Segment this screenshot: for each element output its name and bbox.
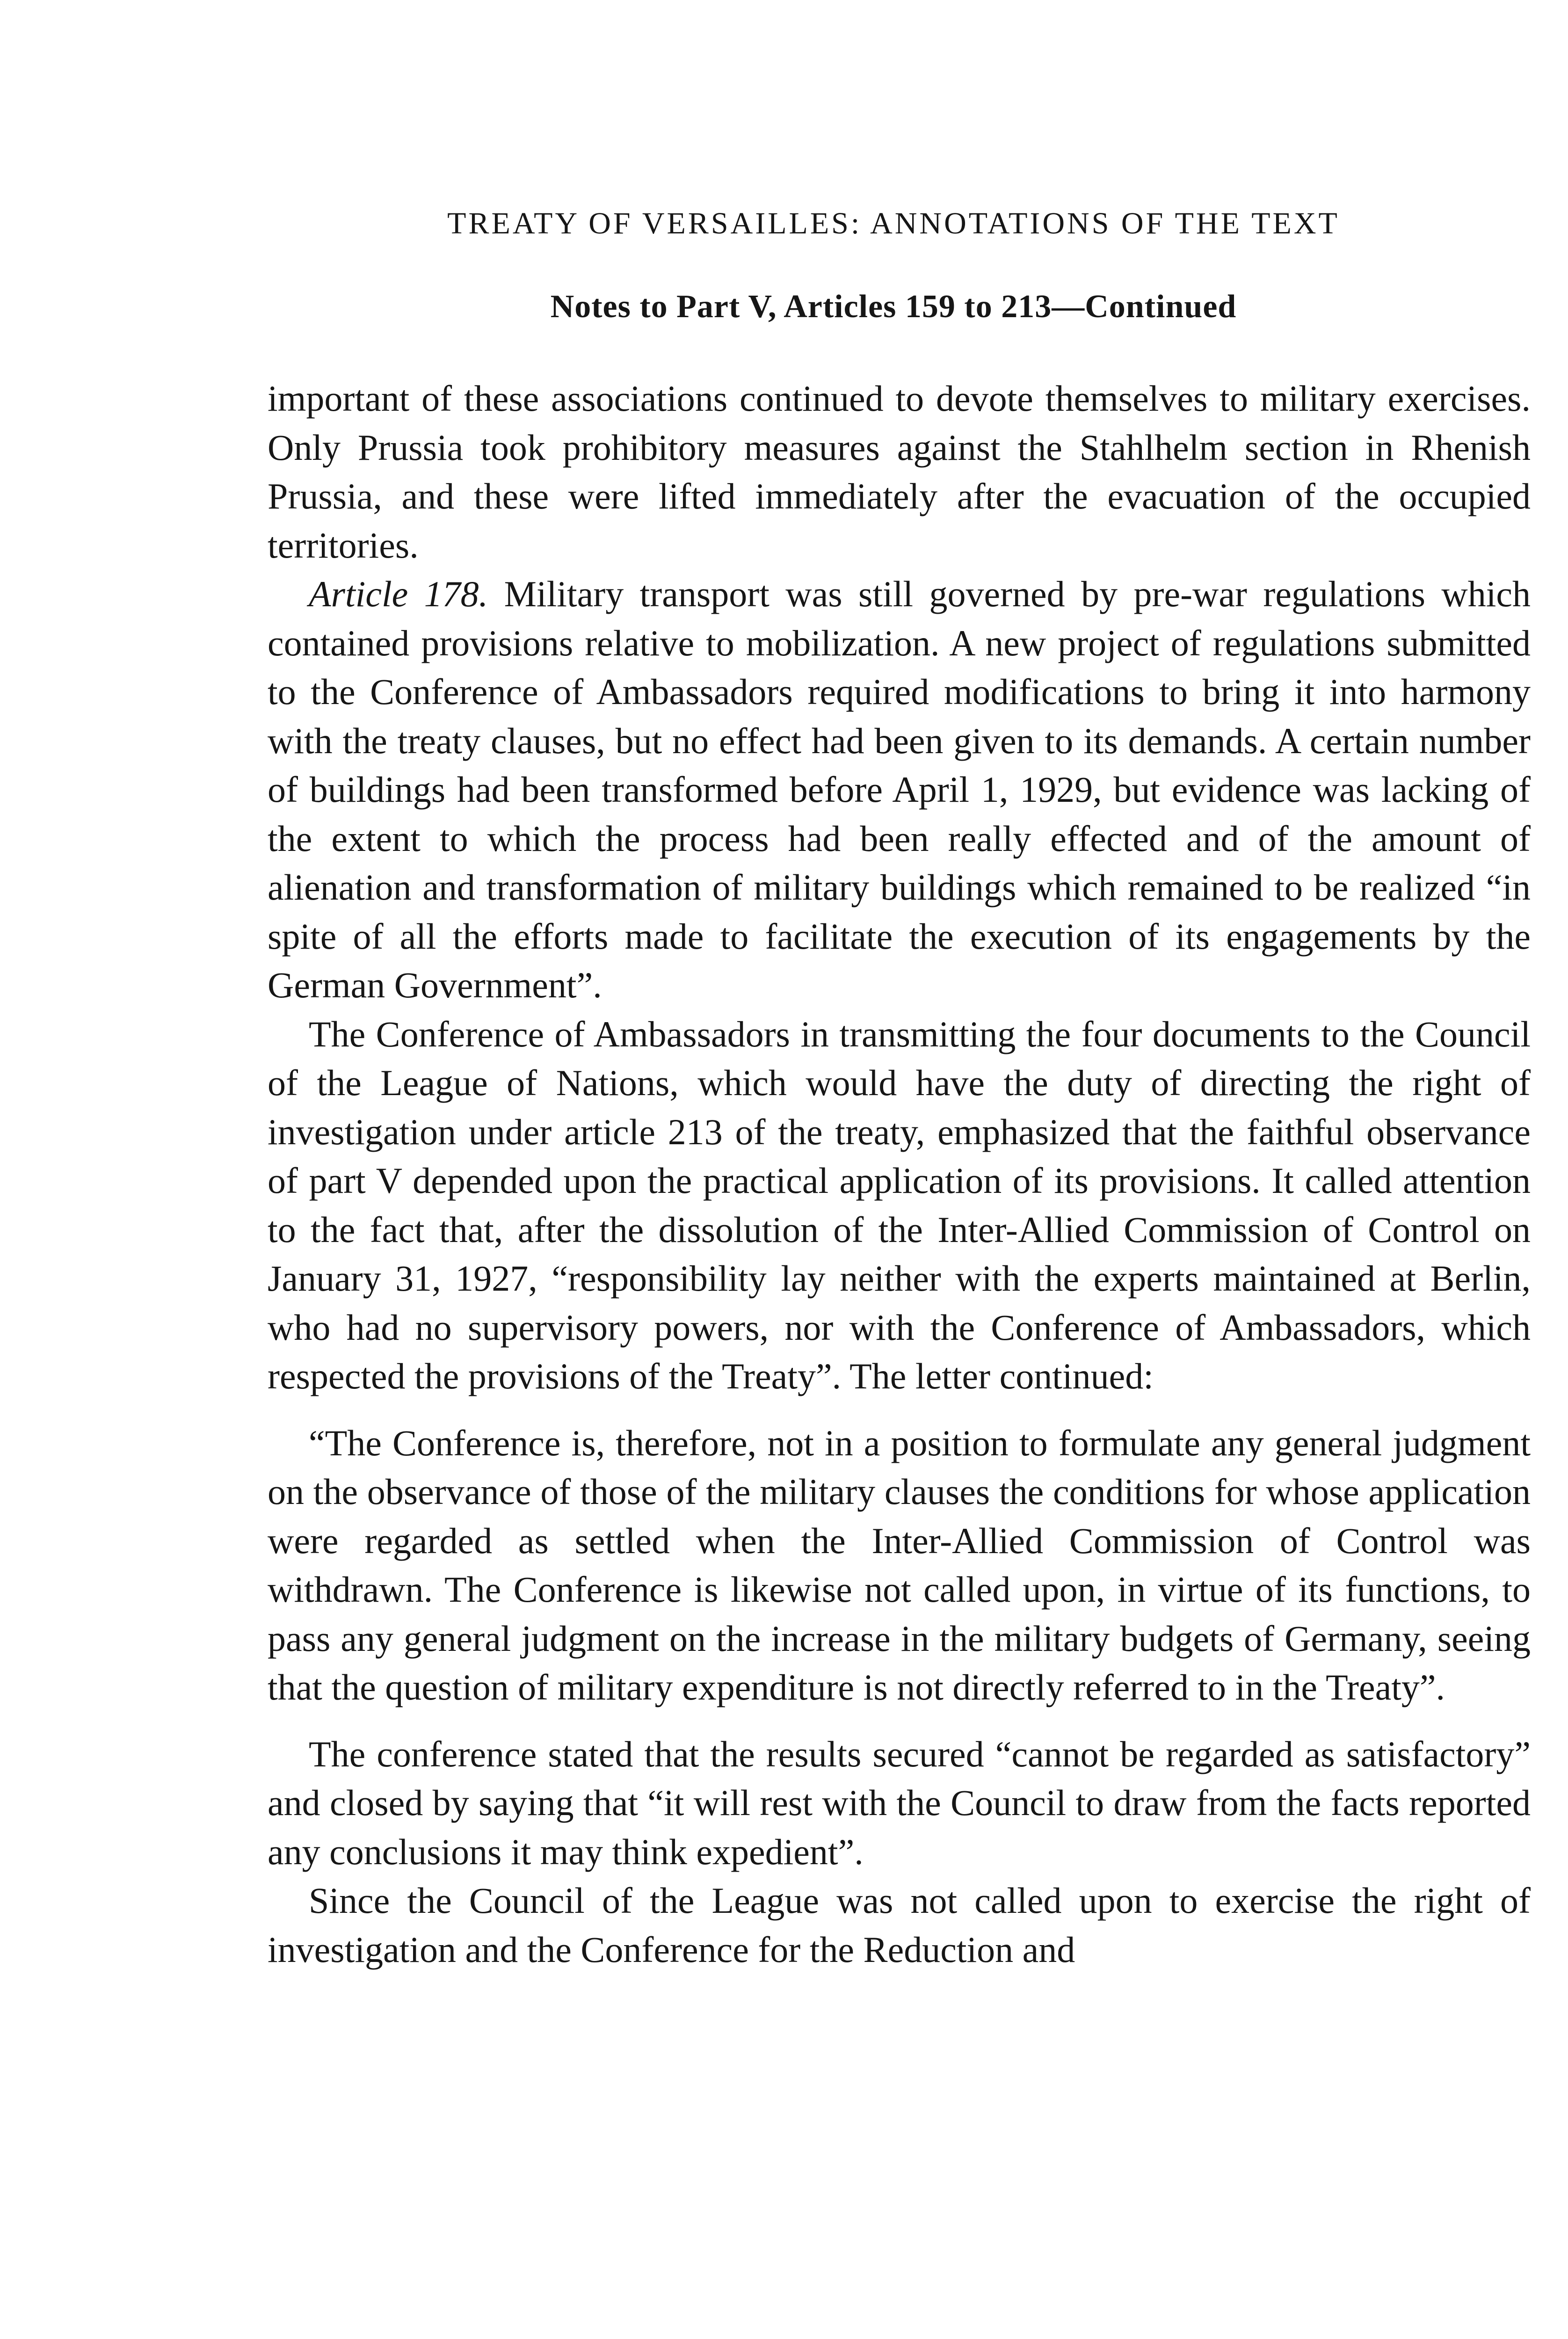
section-subhead: Notes to Part V, Articles 159 to 213—Continued (550, 289, 1237, 325)
paragraph-article-178 (268, 570, 1531, 1010)
paragraph-results: The conference stated that the results secured “cannot be regarded as satisfactory” and closed by saying that “it will rest with the Council to draw from the facts reported any conclusions it may think expedient”. (268, 1733, 1531, 1872)
paragraph-conference-letter: The Conference of Ambassadors in transmitting the four documents to the Council of the League of Nations, which would have the duty of directing the right of investigation under article 213 of the treaty, emphasized that the faithful observance of part V depended upon the practical application of its provisions. It called attention to the fact that, after the dissolution of the Inter-Allied Commission of Control on January 31, 1927, “responsibility lay neither with the experts maintained at Berlin, who had no supervisory powers, nor with the Conference of Ambassadors, which respected the provisions of the Treaty”. The letter continued: (268, 1013, 1531, 1396)
block-quote: “The Conference is, therefore, not in a position to formulate any general judgment on the observance of those of the military clauses the conditions for whose application were regarded as settled when the Inter-Allied Commission of Control was withdrawn. The Conference is likewise not called upon, in virtue of its functions, to pass any general judgment on the increase in the military budgets of Germany, seeing that the question of military expenditure is not directly referred to in the Treaty”. (268, 1422, 1531, 1707)
article-reference: Article 178. (309, 574, 488, 614)
paragraph-article-178-text: Military transport was still governed by pre-war regulations which contained provisions relative to mobilization. A new project of regulations submitted to the Conference of Ambassadors required modifications to bring it into harmony with the treaty clauses, but no effect had been given to its demands. A certain number of buildings had been transformed before April 1, 1929, but evidence was lacking of the extent to which the process had been really effected and of the amount of alienation and transformation of military buildings which remained to be realized “in spite of all the efforts made to facilitate the execution of its engagements by the German Government”. (268, 574, 1531, 1005)
paragraph-continued: important of these associations continued to devote themselves to military exercises. Only Prussia took prohibitory measures against the Stahlhelm section in Rhenish Prussia, and these were lifted immediately after the evacuation of the occupied territories. (268, 378, 1531, 566)
paragraph-council: Since the Council of the League was not called upon to exercise the right of investigation and the Conference for the Reduction and (268, 1880, 1531, 1970)
running-head: TREATY OF VERSAILLES: ANNOTATIONS OF THE TEXT (447, 206, 1340, 240)
body-text (268, 374, 1531, 1974)
